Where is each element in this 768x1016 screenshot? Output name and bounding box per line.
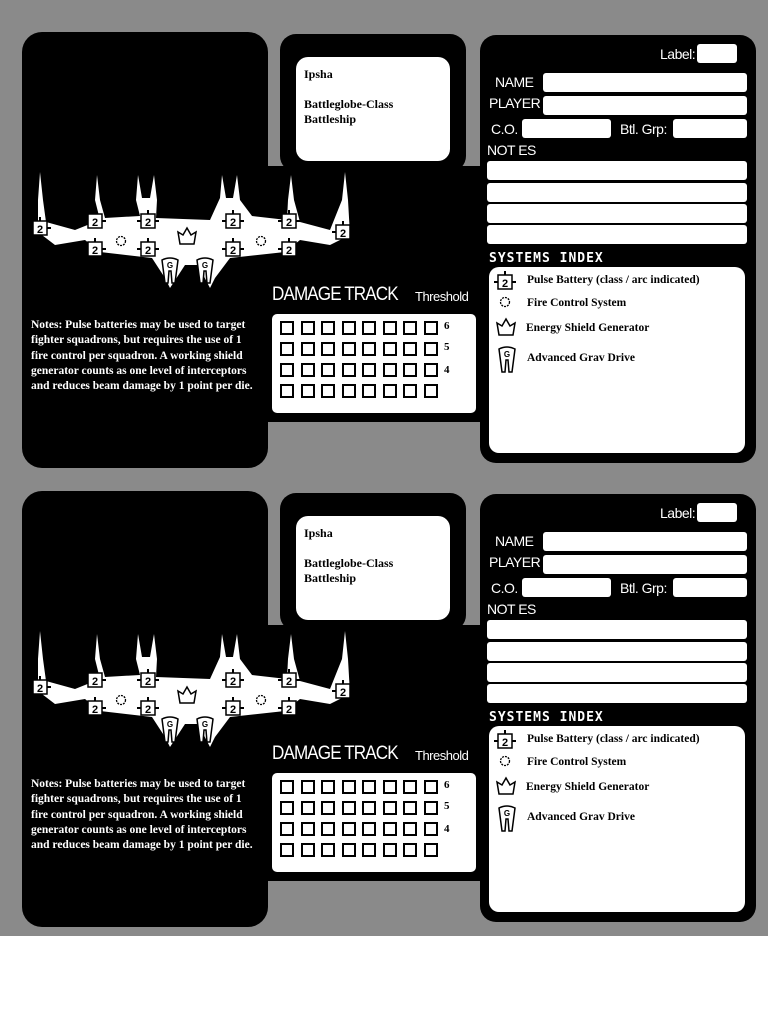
damage-box[interactable] bbox=[342, 321, 356, 335]
damage-box[interactable] bbox=[321, 780, 335, 794]
notes-line-2[interactable] bbox=[487, 183, 747, 202]
damage-box[interactable] bbox=[342, 780, 356, 794]
damage-box[interactable] bbox=[383, 321, 397, 335]
system-grav-drive: Advanced Grav Drive bbox=[527, 352, 635, 364]
energy-shield-icon bbox=[176, 685, 198, 707]
threshold-4: 4 bbox=[444, 823, 450, 835]
fire-control-icon bbox=[499, 755, 511, 767]
damage-box[interactable] bbox=[362, 822, 376, 836]
svg-text:2: 2 bbox=[91, 217, 99, 229]
svg-text:G: G bbox=[201, 720, 209, 729]
damage-box[interactable] bbox=[301, 321, 315, 335]
damage-box[interactable] bbox=[383, 342, 397, 356]
pulse-battery-icon bbox=[278, 210, 300, 232]
damage-box[interactable] bbox=[280, 363, 294, 377]
damage-box[interactable] bbox=[383, 801, 397, 815]
damage-box[interactable] bbox=[342, 342, 356, 356]
svg-text:2: 2 bbox=[285, 704, 293, 716]
systems-index-title: SYSTEMS INDEX bbox=[489, 710, 604, 725]
svg-text:2: 2 bbox=[229, 704, 237, 716]
svg-text:2: 2 bbox=[285, 217, 293, 229]
svg-text:2: 2 bbox=[91, 245, 99, 257]
pulse-battery-icon bbox=[137, 669, 159, 691]
pulse-battery-icon bbox=[494, 730, 516, 752]
damage-box[interactable] bbox=[321, 384, 335, 398]
fire-control-icon bbox=[499, 296, 511, 308]
grav-drive-icon bbox=[159, 716, 181, 744]
damage-box[interactable] bbox=[301, 780, 315, 794]
notes-text: Notes: Pulse batteries may be used to target fighter squadrons, but requires the use of 1 fire control per squadron. A working shield generator counts as one level of interceptors and reduces beam damage by 1 point per die. bbox=[31, 319, 253, 393]
damage-box[interactable] bbox=[362, 780, 376, 794]
damage-box[interactable] bbox=[280, 780, 294, 794]
notes-text: Notes: Pulse batteries may be used to target fighter squadrons, but requires the use of 1 fire control per squadron. A working shield generator counts as one level of interceptors and reduces beam damage by 1 point per die. bbox=[31, 778, 253, 852]
grav-drive-icon bbox=[496, 346, 518, 374]
btl-grp-field[interactable] bbox=[673, 119, 747, 138]
damage-box[interactable] bbox=[321, 363, 335, 377]
pulse-battery-icon bbox=[84, 669, 106, 691]
grav-drive-icon bbox=[194, 257, 216, 285]
pulse-battery-icon bbox=[494, 271, 516, 293]
ship-record-sheet-1 bbox=[0, 0, 768, 459]
system-pulse-battery: Pulse Battery (class / arc indicated) bbox=[527, 274, 700, 286]
damage-box[interactable] bbox=[321, 801, 335, 815]
damage-box[interactable] bbox=[342, 384, 356, 398]
damage-box[interactable] bbox=[280, 801, 294, 815]
damage-box[interactable] bbox=[280, 384, 294, 398]
notes-label: NOT ES bbox=[487, 142, 536, 158]
damage-box[interactable] bbox=[424, 822, 438, 836]
damage-box[interactable] bbox=[280, 822, 294, 836]
svg-text:2: 2 bbox=[501, 737, 509, 749]
pulse-battery-icon bbox=[137, 697, 159, 719]
svg-text:2: 2 bbox=[144, 676, 152, 688]
pulse-battery-icon bbox=[84, 697, 106, 719]
btl-grp-field[interactable] bbox=[673, 578, 747, 597]
damage-box[interactable] bbox=[342, 363, 356, 377]
ship-class: Battleglobe-Class Battleship bbox=[304, 97, 394, 126]
notes-label: NOT ES bbox=[487, 601, 536, 617]
svg-text:2: 2 bbox=[339, 687, 347, 699]
ship-name: Ipsha bbox=[304, 526, 333, 540]
grav-drive-icon bbox=[496, 805, 518, 833]
co-field[interactable] bbox=[522, 578, 611, 597]
pulse-battery-icon bbox=[84, 210, 106, 232]
notes-line-1[interactable] bbox=[487, 161, 747, 180]
damage-box[interactable] bbox=[424, 780, 438, 794]
energy-shield-icon bbox=[495, 776, 517, 798]
damage-box[interactable] bbox=[301, 843, 315, 857]
damage-box[interactable] bbox=[424, 321, 438, 335]
notes-line-2[interactable] bbox=[487, 642, 747, 661]
damage-box[interactable] bbox=[424, 342, 438, 356]
damage-box[interactable] bbox=[403, 321, 417, 335]
notes-line-1[interactable] bbox=[487, 620, 747, 639]
threshold-4: 4 bbox=[444, 364, 450, 376]
damage-box[interactable] bbox=[424, 801, 438, 815]
co-field[interactable] bbox=[522, 119, 611, 138]
damage-box[interactable] bbox=[424, 363, 438, 377]
svg-text:2: 2 bbox=[285, 676, 293, 688]
damage-box[interactable] bbox=[362, 363, 376, 377]
notes-line-3[interactable] bbox=[487, 663, 747, 682]
pulse-battery-icon bbox=[222, 669, 244, 691]
damage-box[interactable] bbox=[342, 822, 356, 836]
grav-drive-icon bbox=[194, 716, 216, 744]
svg-text:2: 2 bbox=[229, 676, 237, 688]
system-fire-control: Fire Control System bbox=[527, 756, 627, 768]
systems-index-title: SYSTEMS INDEX bbox=[489, 251, 604, 266]
damage-box[interactable] bbox=[321, 342, 335, 356]
pulse-battery-icon bbox=[222, 210, 244, 232]
pulse-battery-icon bbox=[84, 238, 106, 260]
svg-text:2: 2 bbox=[285, 245, 293, 257]
threshold-6: 6 bbox=[444, 779, 450, 791]
player-label: PLAYER bbox=[489, 554, 541, 570]
damage-box[interactable] bbox=[362, 384, 376, 398]
svg-text:2: 2 bbox=[36, 224, 44, 236]
system-energy-shield: Energy Shield Generator bbox=[526, 781, 650, 793]
svg-text:2: 2 bbox=[91, 704, 99, 716]
damage-box[interactable] bbox=[383, 384, 397, 398]
damage-box[interactable] bbox=[280, 342, 294, 356]
ship-name: Ipsha bbox=[304, 67, 333, 81]
name-label: NAME bbox=[495, 74, 534, 90]
damage-box[interactable] bbox=[403, 342, 417, 356]
damage-box[interactable] bbox=[403, 363, 417, 377]
threshold-6: 6 bbox=[444, 320, 450, 332]
damage-box[interactable] bbox=[403, 822, 417, 836]
threshold-5: 5 bbox=[444, 800, 450, 812]
svg-text:2: 2 bbox=[229, 217, 237, 229]
svg-text:G: G bbox=[503, 809, 511, 818]
damage-track-title: DAMAGE TRACK bbox=[272, 743, 398, 764]
svg-text:2: 2 bbox=[36, 683, 44, 695]
system-pulse-battery: Pulse Battery (class / arc indicated) bbox=[527, 733, 700, 745]
label-label: Label: bbox=[660, 505, 696, 521]
player-field[interactable] bbox=[543, 555, 747, 574]
notes-line-4[interactable] bbox=[487, 225, 747, 244]
system-grav-drive: Advanced Grav Drive bbox=[527, 811, 635, 823]
damage-box[interactable] bbox=[383, 363, 397, 377]
svg-text:2: 2 bbox=[144, 704, 152, 716]
notes-line-4[interactable] bbox=[487, 684, 747, 703]
fire-control-icon bbox=[115, 235, 127, 247]
damage-box[interactable] bbox=[403, 384, 417, 398]
damage-box[interactable] bbox=[321, 822, 335, 836]
damage-box[interactable] bbox=[280, 843, 294, 857]
name-field[interactable] bbox=[543, 532, 747, 551]
co-label: C.O. bbox=[491, 121, 518, 137]
damage-box[interactable] bbox=[362, 321, 376, 335]
ship-class: Battleglobe-Class Battleship bbox=[304, 556, 394, 585]
damage-box[interactable] bbox=[342, 801, 356, 815]
pulse-battery-icon bbox=[137, 210, 159, 232]
pulse-battery-icon bbox=[222, 238, 244, 260]
svg-text:2: 2 bbox=[91, 676, 99, 688]
damage-box[interactable] bbox=[383, 780, 397, 794]
energy-shield-icon bbox=[495, 317, 517, 339]
damage-box[interactable] bbox=[342, 843, 356, 857]
damage-box[interactable] bbox=[280, 321, 294, 335]
threshold-title: Threshold bbox=[415, 748, 469, 763]
name-field[interactable] bbox=[543, 73, 747, 92]
pulse-battery-icon bbox=[29, 676, 51, 698]
player-label: PLAYER bbox=[489, 95, 541, 111]
damage-box[interactable] bbox=[383, 843, 397, 857]
fire-control-icon bbox=[255, 235, 267, 247]
damage-box[interactable] bbox=[383, 822, 397, 836]
fire-control-icon bbox=[255, 694, 267, 706]
damage-box[interactable] bbox=[403, 801, 417, 815]
damage-box[interactable] bbox=[403, 843, 417, 857]
damage-box[interactable] bbox=[301, 801, 315, 815]
damage-box[interactable] bbox=[301, 384, 315, 398]
svg-text:2: 2 bbox=[144, 245, 152, 257]
pulse-battery-icon bbox=[278, 669, 300, 691]
threshold-title: Threshold bbox=[415, 289, 469, 304]
damage-box[interactable] bbox=[362, 843, 376, 857]
ship-record-sheet-2 bbox=[0, 459, 768, 918]
damage-box[interactable] bbox=[301, 822, 315, 836]
player-field[interactable] bbox=[543, 96, 747, 115]
svg-text:2: 2 bbox=[144, 217, 152, 229]
svg-text:G: G bbox=[166, 720, 174, 729]
pulse-battery-icon bbox=[332, 221, 354, 243]
label-field[interactable] bbox=[697, 44, 737, 63]
damage-box[interactable] bbox=[424, 384, 438, 398]
energy-shield-icon bbox=[176, 226, 198, 248]
pulse-battery-icon bbox=[137, 238, 159, 260]
btl-grp-label: Btl. Grp: bbox=[620, 580, 667, 596]
co-label: C.O. bbox=[491, 580, 518, 596]
label-field[interactable] bbox=[697, 503, 737, 522]
pulse-battery-icon bbox=[332, 680, 354, 702]
grav-drive-icon bbox=[159, 257, 181, 285]
svg-text:G: G bbox=[201, 261, 209, 270]
damage-box[interactable] bbox=[403, 780, 417, 794]
damage-box[interactable] bbox=[301, 342, 315, 356]
svg-text:G: G bbox=[166, 261, 174, 270]
damage-box[interactable] bbox=[362, 801, 376, 815]
damage-box[interactable] bbox=[321, 843, 335, 857]
pulse-battery-icon bbox=[278, 238, 300, 260]
damage-track-title: DAMAGE TRACK bbox=[272, 284, 398, 305]
pulse-battery-icon bbox=[222, 697, 244, 719]
pulse-battery-icon bbox=[278, 697, 300, 719]
damage-box[interactable] bbox=[301, 363, 315, 377]
fire-control-icon bbox=[115, 694, 127, 706]
threshold-5: 5 bbox=[444, 341, 450, 353]
pulse-battery-icon bbox=[29, 217, 51, 239]
svg-text:2: 2 bbox=[339, 228, 347, 240]
name-label: NAME bbox=[495, 533, 534, 549]
system-fire-control: Fire Control System bbox=[527, 297, 627, 309]
label-label: Label: bbox=[660, 46, 696, 62]
svg-text:2: 2 bbox=[501, 278, 509, 290]
damage-box[interactable] bbox=[321, 321, 335, 335]
damage-box[interactable] bbox=[424, 843, 438, 857]
svg-text:G: G bbox=[503, 350, 511, 359]
system-energy-shield: Energy Shield Generator bbox=[526, 322, 650, 334]
notes-line-3[interactable] bbox=[487, 204, 747, 223]
svg-text:2: 2 bbox=[229, 245, 237, 257]
damage-box[interactable] bbox=[362, 342, 376, 356]
btl-grp-label: Btl. Grp: bbox=[620, 121, 667, 137]
